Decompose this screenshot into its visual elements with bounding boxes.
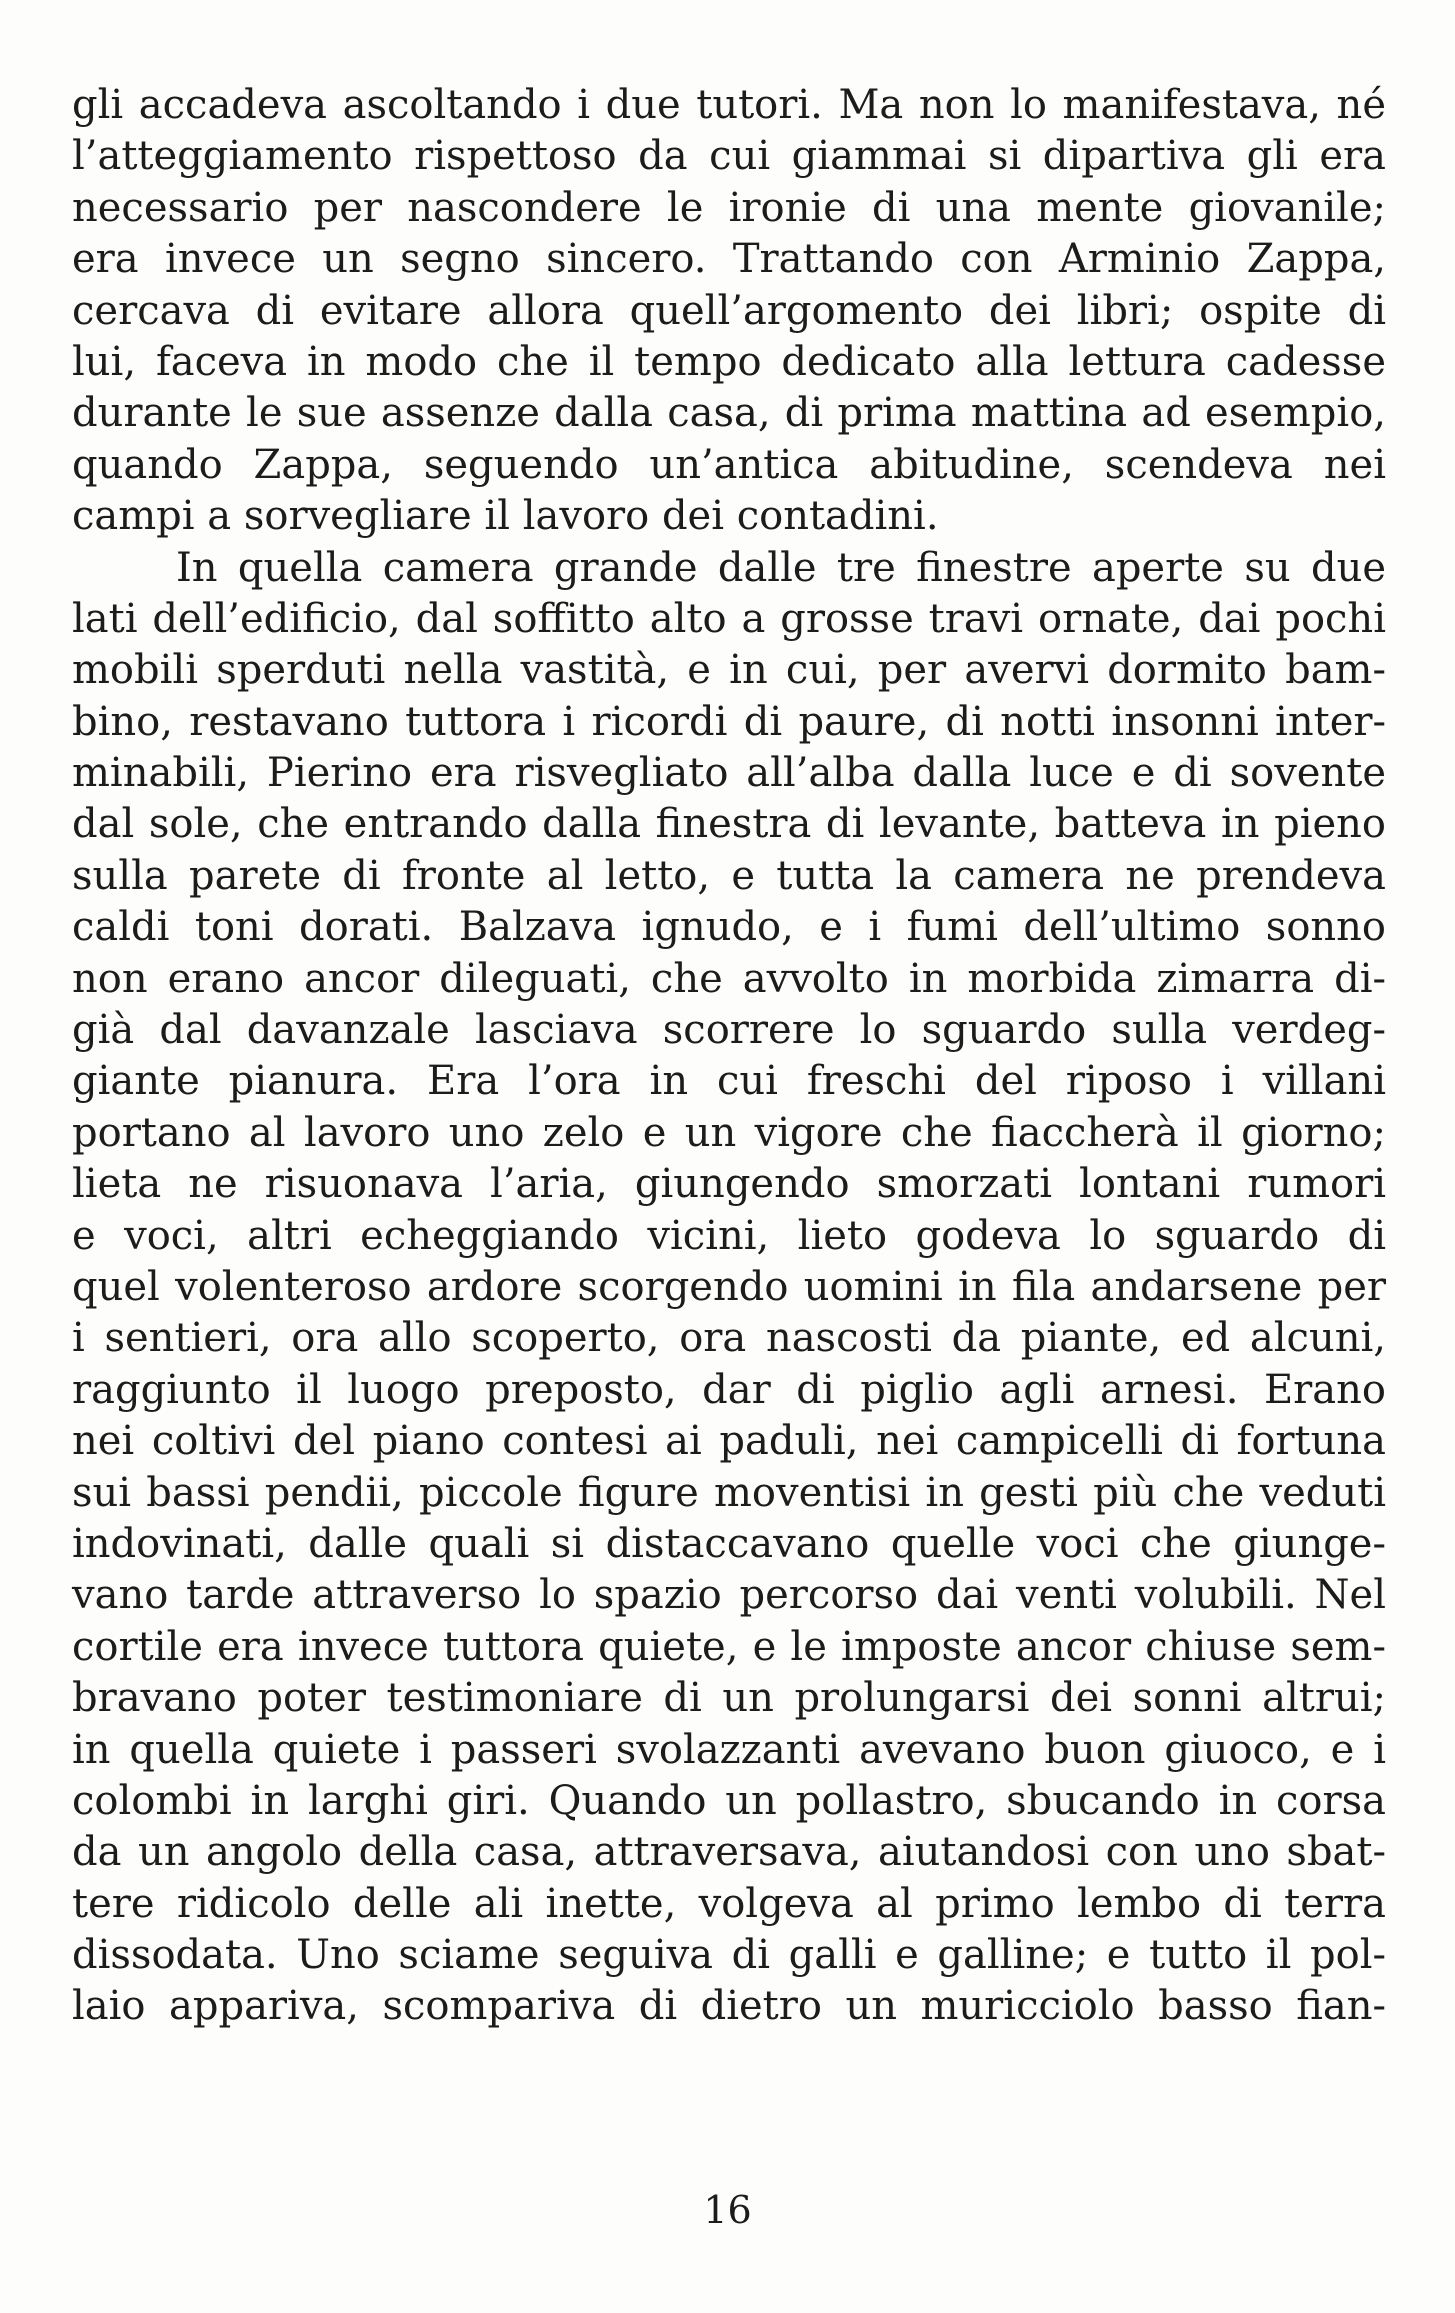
text-line: i sentieri, ora allo scoperto, ora nascosti da piante, ed alcuni, — [72, 1315, 1386, 1362]
text-line: sulla parete di fronte al letto, e tutta la camera ne prendeva — [72, 852, 1386, 899]
text-line: indovinati, dalle quali si distaccavano quelle voci che giunge- — [72, 1520, 1386, 1567]
text-line: non erano ancor dileguati, che avvolto in morbida zimarra di- — [72, 955, 1386, 1002]
text-line: minabili, Pierino era risvegliato all’alba dalla luce e di sovente — [72, 750, 1386, 797]
text-line: lui, faceva in modo che il tempo dedicato alla lettura cadesse — [72, 338, 1386, 385]
text-line: nei coltivi del piano contesi ai paduli, nei campicelli di fortuna — [72, 1418, 1386, 1465]
text-line: vano tarde attraverso lo spazio percorso dai venti volubili. Nel — [72, 1572, 1386, 1619]
page-number: 16 — [703, 2188, 752, 2232]
text-line: lati dell’edificio, dal soffitto alto a grosse travi ornate, dai pochi — [72, 595, 1386, 642]
text-line: l’atteggiamento rispettoso da cui giammai si dipartiva gli era — [72, 133, 1386, 180]
paragraph-start-line: In quella camera grande dalle tre finestre aperte su due — [176, 544, 1386, 591]
text-line: cortile era invece tuttora quiete, e le imposte ancor chiuse sem- — [72, 1623, 1386, 1670]
text-line: sui bassi pendii, piccole figure moventisi in gesti più che veduti — [72, 1469, 1386, 1516]
text-line: giante pianura. Era l’ora in cui freschi del riposo i villani — [72, 1058, 1386, 1105]
text-line: dissodata. Uno sciame seguiva di galli e galline; e tutto il pol- — [72, 1932, 1386, 1979]
text-line: lieta ne risuonava l’aria, giungendo smorzati lontani rumori — [72, 1161, 1386, 1208]
text-line: raggiunto il luogo preposto, dar di piglio agli arnesi. Erano — [72, 1366, 1386, 1413]
text-line: bino, restavano tuttora i ricordi di paure, di notti insonni inter- — [72, 698, 1386, 745]
text-line: laio appariva, scompariva di dietro un muricciolo basso fian- — [72, 1983, 1386, 2030]
text-line: caldi toni dorati. Balzava ignudo, e i fumi dell’ultimo sonno — [72, 904, 1386, 951]
text-line: bravano poter testimoniare di un prolungarsi dei sonni altrui; — [72, 1675, 1386, 1722]
text-line: durante le sue assenze dalla casa, di prima mattina ad esempio, — [72, 390, 1386, 437]
text-line: necessario per nascondere le ironie di una mente giovanile; — [72, 184, 1386, 231]
text-line: gli accadeva ascoltando i due tutori. Ma non lo manifestava, né — [72, 82, 1386, 128]
text-line: colombi in larghi giri. Quando un pollastro, sbucando in corsa — [72, 1777, 1386, 1824]
body-text — [72, 80, 1386, 2033]
text-line: dal sole, che entrando dalla finestra di levante, batteva in pieno — [72, 801, 1386, 848]
text-line: quel volenteroso ardore scorgendo uomini in fila andarsene per — [72, 1263, 1386, 1310]
text-line: già dal davanzale lasciava scorrere lo sguardo sulla verdeg- — [72, 1007, 1386, 1054]
text-line: era invece un segno sincero. Trattando con Arminio Zappa, — [72, 236, 1386, 283]
text-line: cercava di evitare allora quell’argomento dei libri; ospite di — [72, 287, 1386, 334]
text-line: in quella quiete i passeri svolazzanti avevano buon giuoco, e i — [72, 1726, 1386, 1773]
text-line: mobili sperduti nella vastità, e in cui, per avervi dormito bam- — [72, 647, 1386, 694]
text-line: da un angolo della casa, attraversava, aiutandosi con uno sbat- — [72, 1829, 1386, 1876]
text-line: quando Zappa, seguendo un’antica abitudine, scendeva nei — [72, 441, 1386, 488]
text-line: e voci, altri echeggiando vicini, lieto godeva lo sguardo di — [72, 1212, 1386, 1259]
text-line: portano al lavoro uno zelo e un vigore che fiaccherà il giorno; — [72, 1109, 1386, 1156]
paragraph-end-line: campi a sorvegliare il lavoro dei contadini. — [72, 493, 939, 540]
text-line: tere ridicolo delle ali inette, volgeva al primo lembo di terra — [72, 1880, 1386, 1927]
